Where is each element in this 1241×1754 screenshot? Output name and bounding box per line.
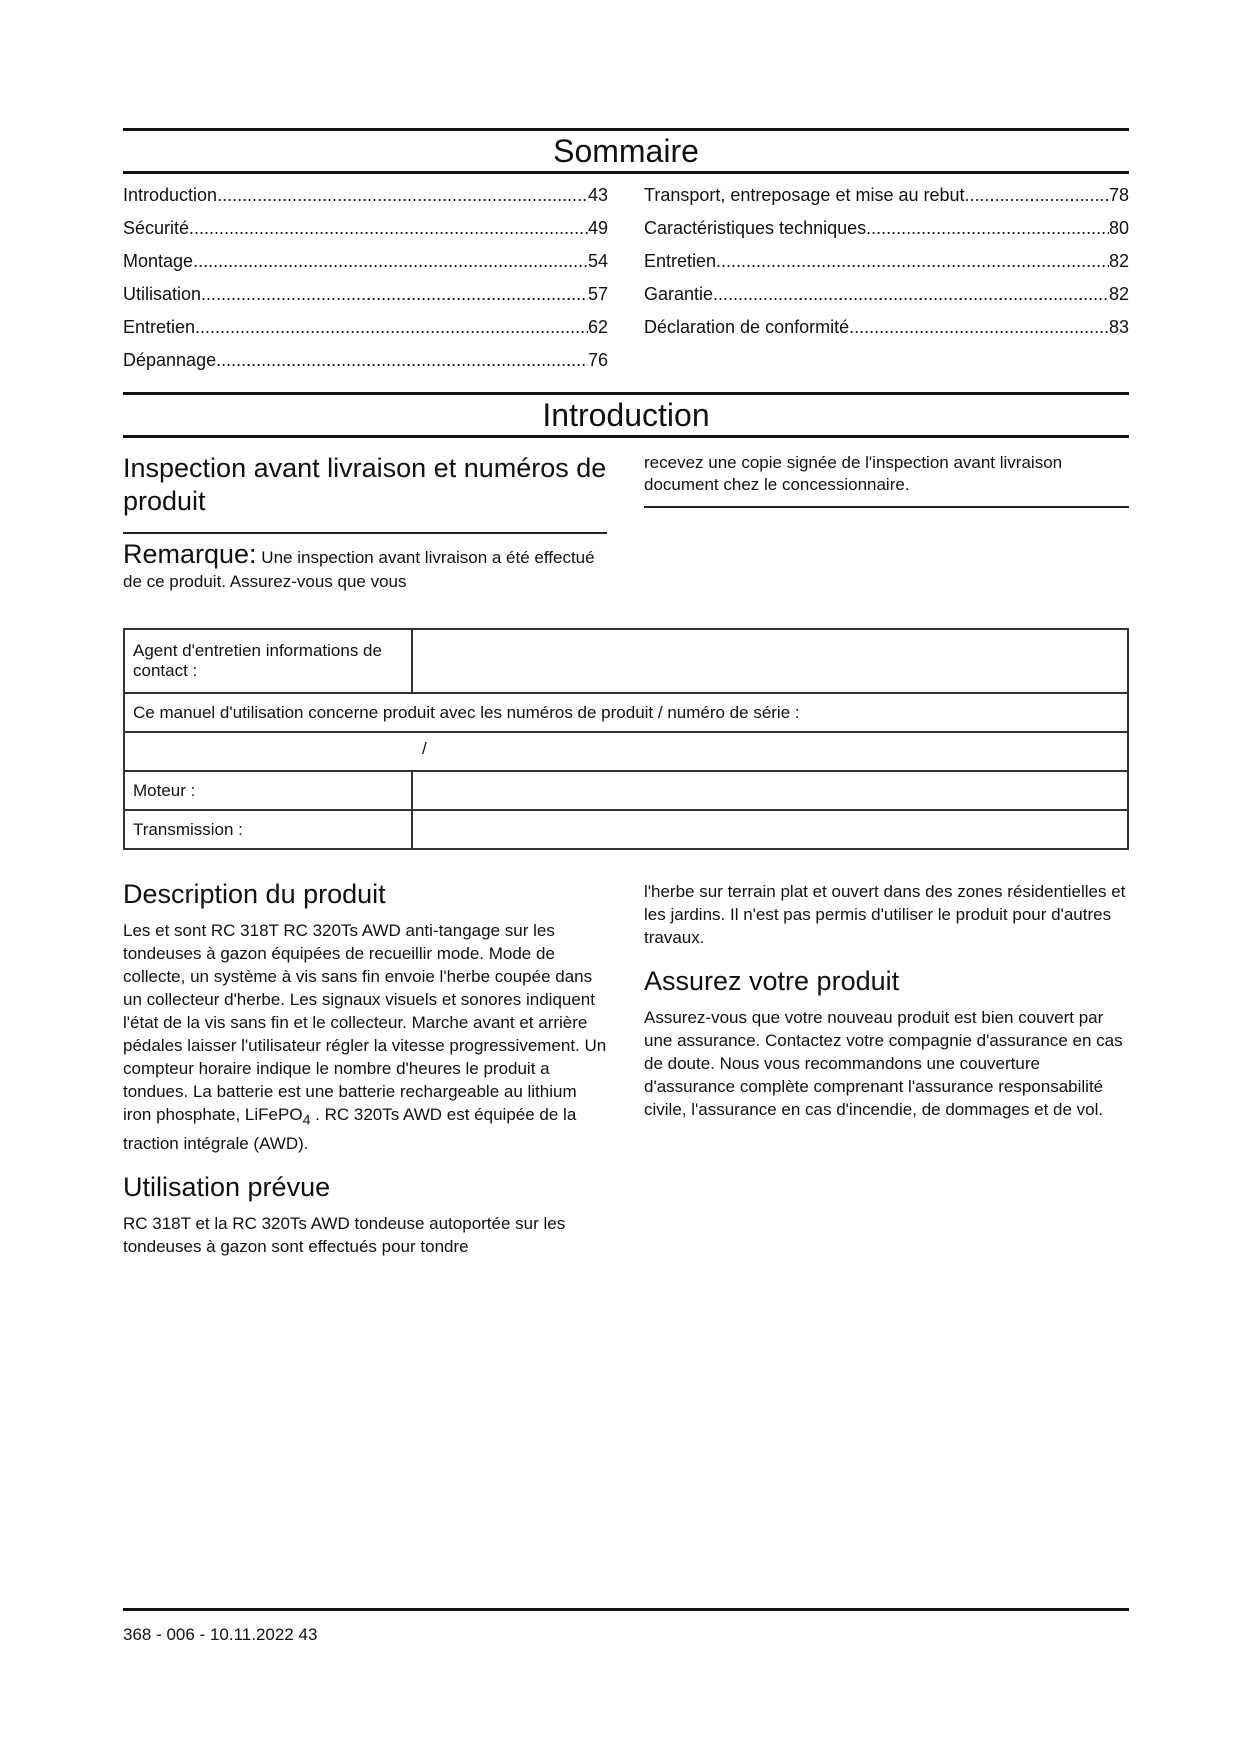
contact-label: Agent d'entretien informations de contact : [124, 629, 412, 693]
footer-text: 368 - 006 - 10.11.2022 43 [123, 1625, 318, 1644]
intended-use-text: RC 318T et la RC 320Ts AWD tondeuse autoportée sur les tondeuses à gazon sont effectués pour tondre [123, 1214, 566, 1257]
introduction-title: Introduction [542, 397, 710, 433]
table-row [124, 693, 1128, 732]
page-footer [123, 1608, 1129, 1645]
divider [123, 532, 607, 534]
toc-entry[interactable]: Introduction ..... 43 [123, 184, 608, 217]
divider [644, 506, 1129, 508]
engine-label: Moteur : [124, 771, 412, 810]
left-column [123, 878, 607, 1258]
note [123, 539, 607, 594]
transmission-label: Transmission : [124, 810, 412, 849]
intended-use-text-continued: l'herbe sur terrain plat et ouvert dans des zones résidentielles et les jardins. Il n'est pas permis d'utiliser le produit pour d'autres travaux. [644, 882, 1126, 947]
divider [123, 171, 1129, 174]
introduction-section [123, 392, 1129, 438]
toc-entry[interactable]: Transport, entreposage et mise au rebut ..... 78 [644, 184, 1129, 217]
toc-list [123, 184, 1129, 382]
inspection-heading: Inspection avant livraison et numéros de produit [123, 453, 607, 516]
toc-column-right [644, 184, 1129, 382]
toc-section [123, 128, 1129, 174]
serial-number-field[interactable] [124, 732, 1128, 771]
toc-entry[interactable]: Déclaration de conformité ..... 83 [644, 316, 1129, 349]
document-page [123, 0, 1129, 1258]
divider [123, 1608, 1129, 1611]
intended-use-heading: Utilisation prévue [123, 1172, 331, 1203]
table-row [124, 771, 1128, 810]
note-label: Remarque: [123, 539, 257, 569]
contact-field[interactable] [412, 629, 1128, 693]
transmission-field[interactable] [412, 810, 1128, 849]
content-columns [123, 878, 1129, 1258]
engine-field[interactable] [412, 771, 1128, 810]
toc-entry[interactable]: Montage ..... 54 [123, 250, 608, 283]
toc-column-left [123, 184, 608, 382]
toc-entry[interactable]: Utilisation ..... 57 [123, 283, 608, 316]
insurance-heading: Assurez votre produit [644, 966, 900, 996]
table-row [124, 629, 1128, 693]
insurance-text: Assurez-vous que votre nouveau produit est bien couvert par une assurance. Contactez votre compagnie d'assurance en cas de doute. Nous vous recommandons une couverture d'assurance complète comprenant l'assurance responsabilité civile, l'assurance en cas d'incendie, de dommages et de vol. [644, 1008, 1123, 1119]
toc-entry[interactable]: Sécurité ..... 49 [123, 217, 608, 250]
product-info-table [123, 628, 1129, 850]
manual-text: Ce manuel d'utilisation concerne produit avec les numéros de produit / numéro de série : [124, 693, 1128, 732]
toc-title: Sommaire [553, 133, 699, 169]
right-column [644, 878, 1129, 1258]
table-row [124, 810, 1128, 849]
description-heading: Description du produit [123, 879, 386, 909]
note-text: Une inspection avant livraison a été effectué de ce produit. Assurez-vous que vous [123, 548, 595, 591]
serial-separator: / [422, 739, 427, 758]
note-continued: recevez une copie signée de l'inspection avant livraison document chez le concessionnaire. [644, 453, 1063, 494]
divider [123, 435, 1129, 438]
toc-entry[interactable]: Garantie ..... 82 [644, 283, 1129, 316]
toc-entry[interactable]: Dépannage ..... 76 [123, 349, 608, 382]
table-row [124, 732, 1128, 771]
toc-entry[interactable]: Entretien ..... 82 [644, 250, 1129, 283]
inspection-block [123, 452, 1129, 594]
description-text: Les et sont RC 318T RC 320Ts AWD anti-tangage sur les tondeuses à gazon équipées de recueillir mode. Mode de collecte, un système à vis sans fin envoie l'herbe coupée dans un collecteur d'herbe. Les signaux visuels et sonores indiquent l'état de la vis sans fin et le collecteur. Marche avant et arrière pédales laisser l'utilisateur régler la vitesse progressivement. Un compteur horaire indique le nombre d'heures le produit a tondues. La batterie est une batterie rechargeable au lithium iron phosphate, LiFePO$_4$ . RC 320Ts AWD est équipée de la traction intégrale (AWD). [123, 921, 607, 1154]
toc-entry[interactable]: Entretien ..... 62 [123, 316, 608, 349]
toc-entry[interactable]: Caractéristiques techniques ..... 80 [644, 217, 1129, 250]
